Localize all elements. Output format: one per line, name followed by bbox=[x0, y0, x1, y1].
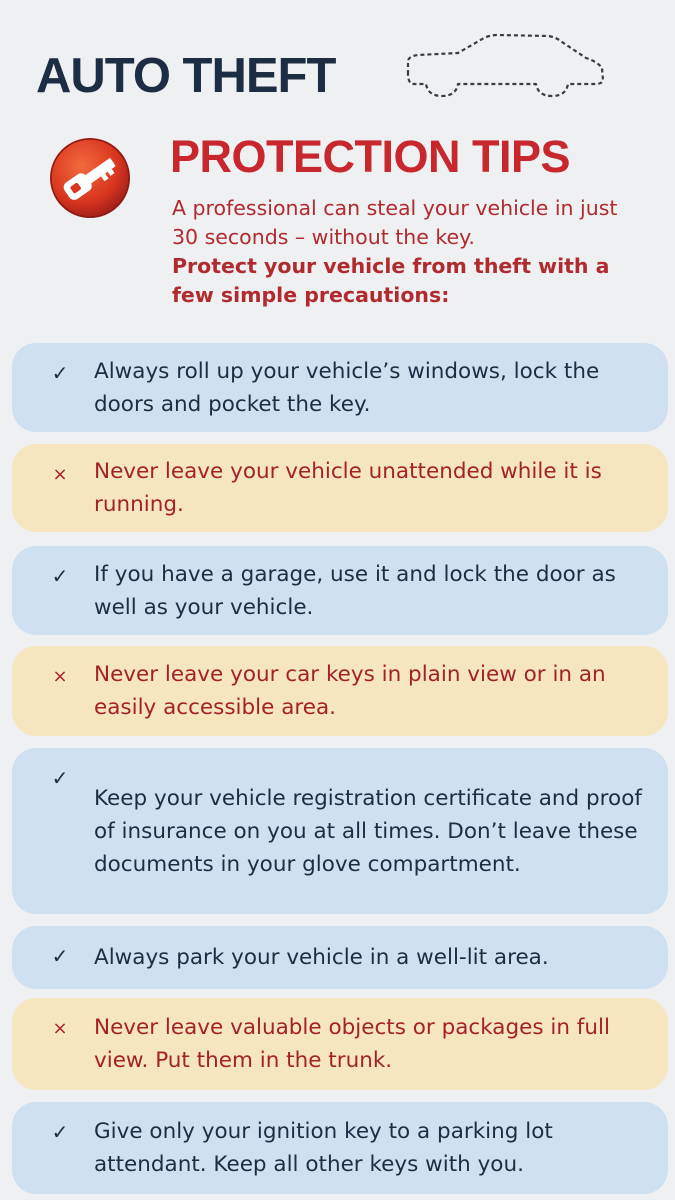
cross-icon: × bbox=[52, 666, 68, 687]
tip-text: Keep your vehicle registration certificate and proof of insurance on you at all times. Don’t leave these documents in your glove compartment. bbox=[94, 785, 642, 877]
title-protection-tips: PROTECTION TIPS bbox=[170, 131, 571, 182]
tip-item bbox=[12, 546, 668, 635]
tip-item bbox=[12, 343, 668, 432]
tip-item bbox=[12, 926, 668, 989]
tip-item bbox=[12, 1102, 668, 1194]
car-key-icon bbox=[48, 136, 132, 220]
tip-text: If you have a garage, use it and lock the door as well as your vehicle. bbox=[94, 561, 616, 620]
tip-text: Never leave your vehicle unattended while it is running. bbox=[94, 459, 602, 517]
checkmark-icon: ✓ bbox=[51, 944, 69, 968]
checkmark-icon: ✓ bbox=[51, 564, 69, 588]
intro-call-to-action: Protect your vehicle from theft with a few simple precautions: bbox=[172, 254, 610, 307]
tip-text: Never leave valuable objects or packages in full view. Put them in the trunk. bbox=[94, 1015, 610, 1073]
tip-text: Always park your vehicle in a well-lit area. bbox=[94, 945, 549, 970]
tip-item bbox=[12, 748, 668, 914]
intro-text bbox=[172, 194, 642, 310]
cross-icon: × bbox=[52, 464, 68, 485]
car-outline-icon bbox=[398, 30, 608, 102]
tip-item bbox=[12, 646, 668, 736]
tip-text: Never leave your car keys in plain view or in an easily accessible area. bbox=[94, 662, 606, 720]
checkmark-icon: ✓ bbox=[51, 361, 69, 385]
checkmark-icon: ✓ bbox=[51, 766, 69, 790]
intro-warning: A professional can steal your vehicle in just 30 seconds – without the key. bbox=[172, 196, 618, 249]
tip-item bbox=[12, 998, 668, 1090]
tip-text: Always roll up your vehicle’s windows, lock the doors and pocket the key. bbox=[94, 358, 600, 417]
tip-text: Give only your ignition key to a parking lot attendant. Keep all other keys with you. bbox=[94, 1119, 553, 1177]
cross-icon: × bbox=[52, 1018, 68, 1039]
tip-item bbox=[12, 444, 668, 532]
checkmark-icon: ✓ bbox=[51, 1120, 69, 1144]
title-auto-theft: AUTO THEFT bbox=[36, 49, 336, 103]
